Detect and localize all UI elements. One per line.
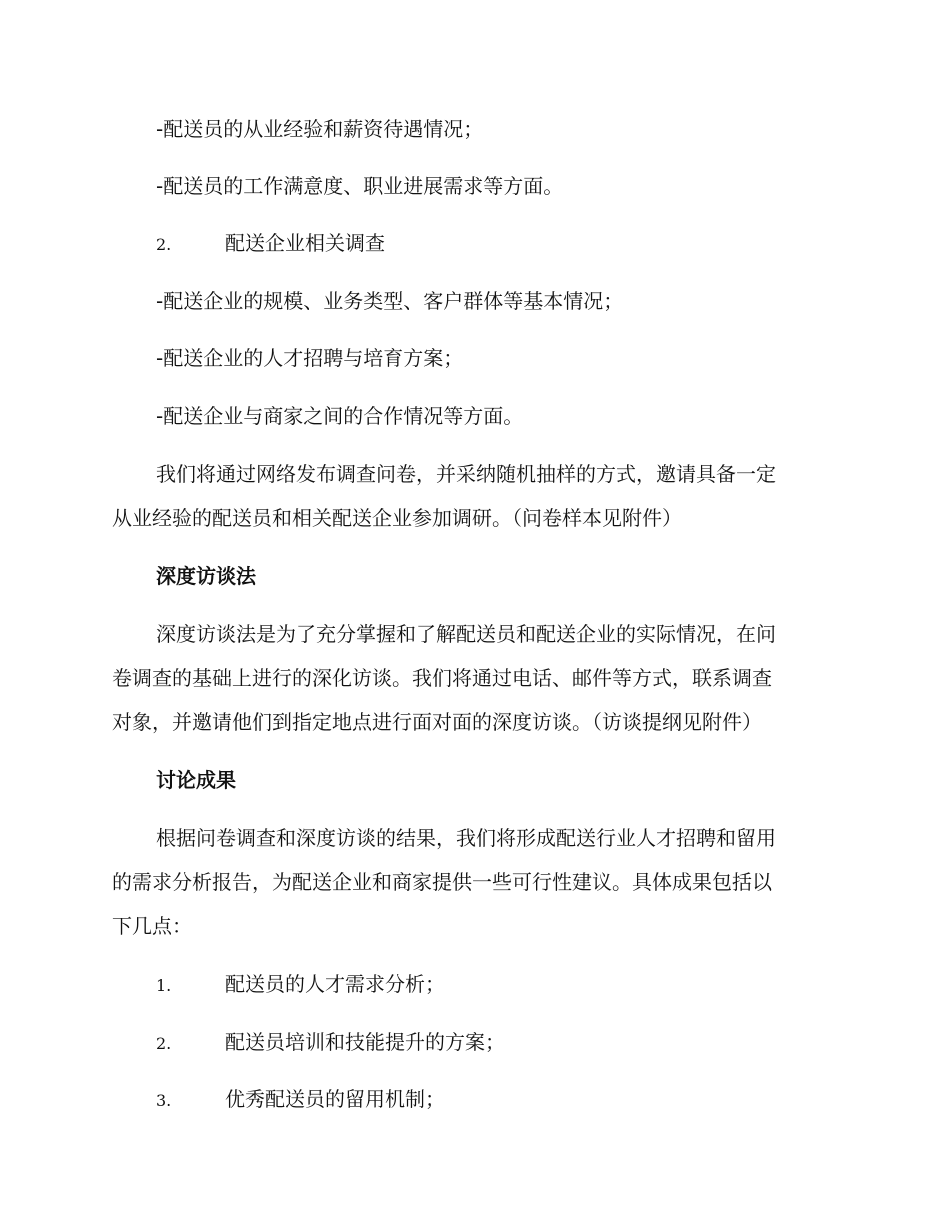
list-text: 优秀配送员的留用机制； [225, 1087, 445, 1111]
survey-item-satisfaction: -配送员的工作满意度、职业进展需求等方面。 [156, 174, 564, 198]
list-text: 配送员的人才需求分析； [225, 972, 445, 996]
list-number: 3. [156, 1091, 172, 1110]
survey-item-recruitment: -配送企业的人才招聘与培育方案； [156, 346, 464, 370]
interview-heading: 深度访谈法 [156, 564, 256, 588]
interview-paragraph-line: 对象，并邀请他们到指定地点进行面对面的深度访谈。（访谈提纲见附件） [112, 710, 762, 734]
interview-paragraph-line: 卷调查的基础上进行的深化访谈。我们将通过电话、邮件等方式，联系调查 [112, 666, 772, 690]
list-number: 2. [156, 1034, 172, 1053]
section-title: 配送企业相关调查 [225, 231, 385, 255]
survey-item-experience: -配送员的从业经验和薪资待遇情况； [156, 117, 484, 141]
list-number: 1. [156, 976, 172, 995]
results-heading: 讨论成果 [156, 768, 236, 792]
method-paragraph-line: 我们将通过网络发布调查问卷，并采纳随机抽样的方式，邀请具备一定 [156, 462, 776, 486]
list-text: 配送员培训和技能提升的方案； [225, 1030, 505, 1054]
survey-item-cooperation: -配送企业与商家之间的合作情况等方面。 [156, 404, 524, 428]
interview-paragraph-line: 深度访谈法是为了充分掌握和了解配送员和配送企业的实际情况，在问 [156, 622, 776, 646]
results-paragraph-line: 根据问卷调查和深度访谈的结果，我们将形成配送行业人才招聘和留用 [156, 826, 776, 850]
survey-item-scale: -配送企业的规模、业务类型、客户群体等基本情况； [156, 289, 624, 313]
results-paragraph-line: 的需求分析报告，为配送企业和商家提供一些可行性建议。具体成果包括以 [112, 870, 772, 894]
section-number: 2. [156, 235, 172, 254]
method-paragraph-line: 从业经验的配送员和相关配送企业参加调研。（问卷样本见附件） [112, 506, 682, 530]
results-paragraph-line: 下几点： [112, 914, 192, 938]
